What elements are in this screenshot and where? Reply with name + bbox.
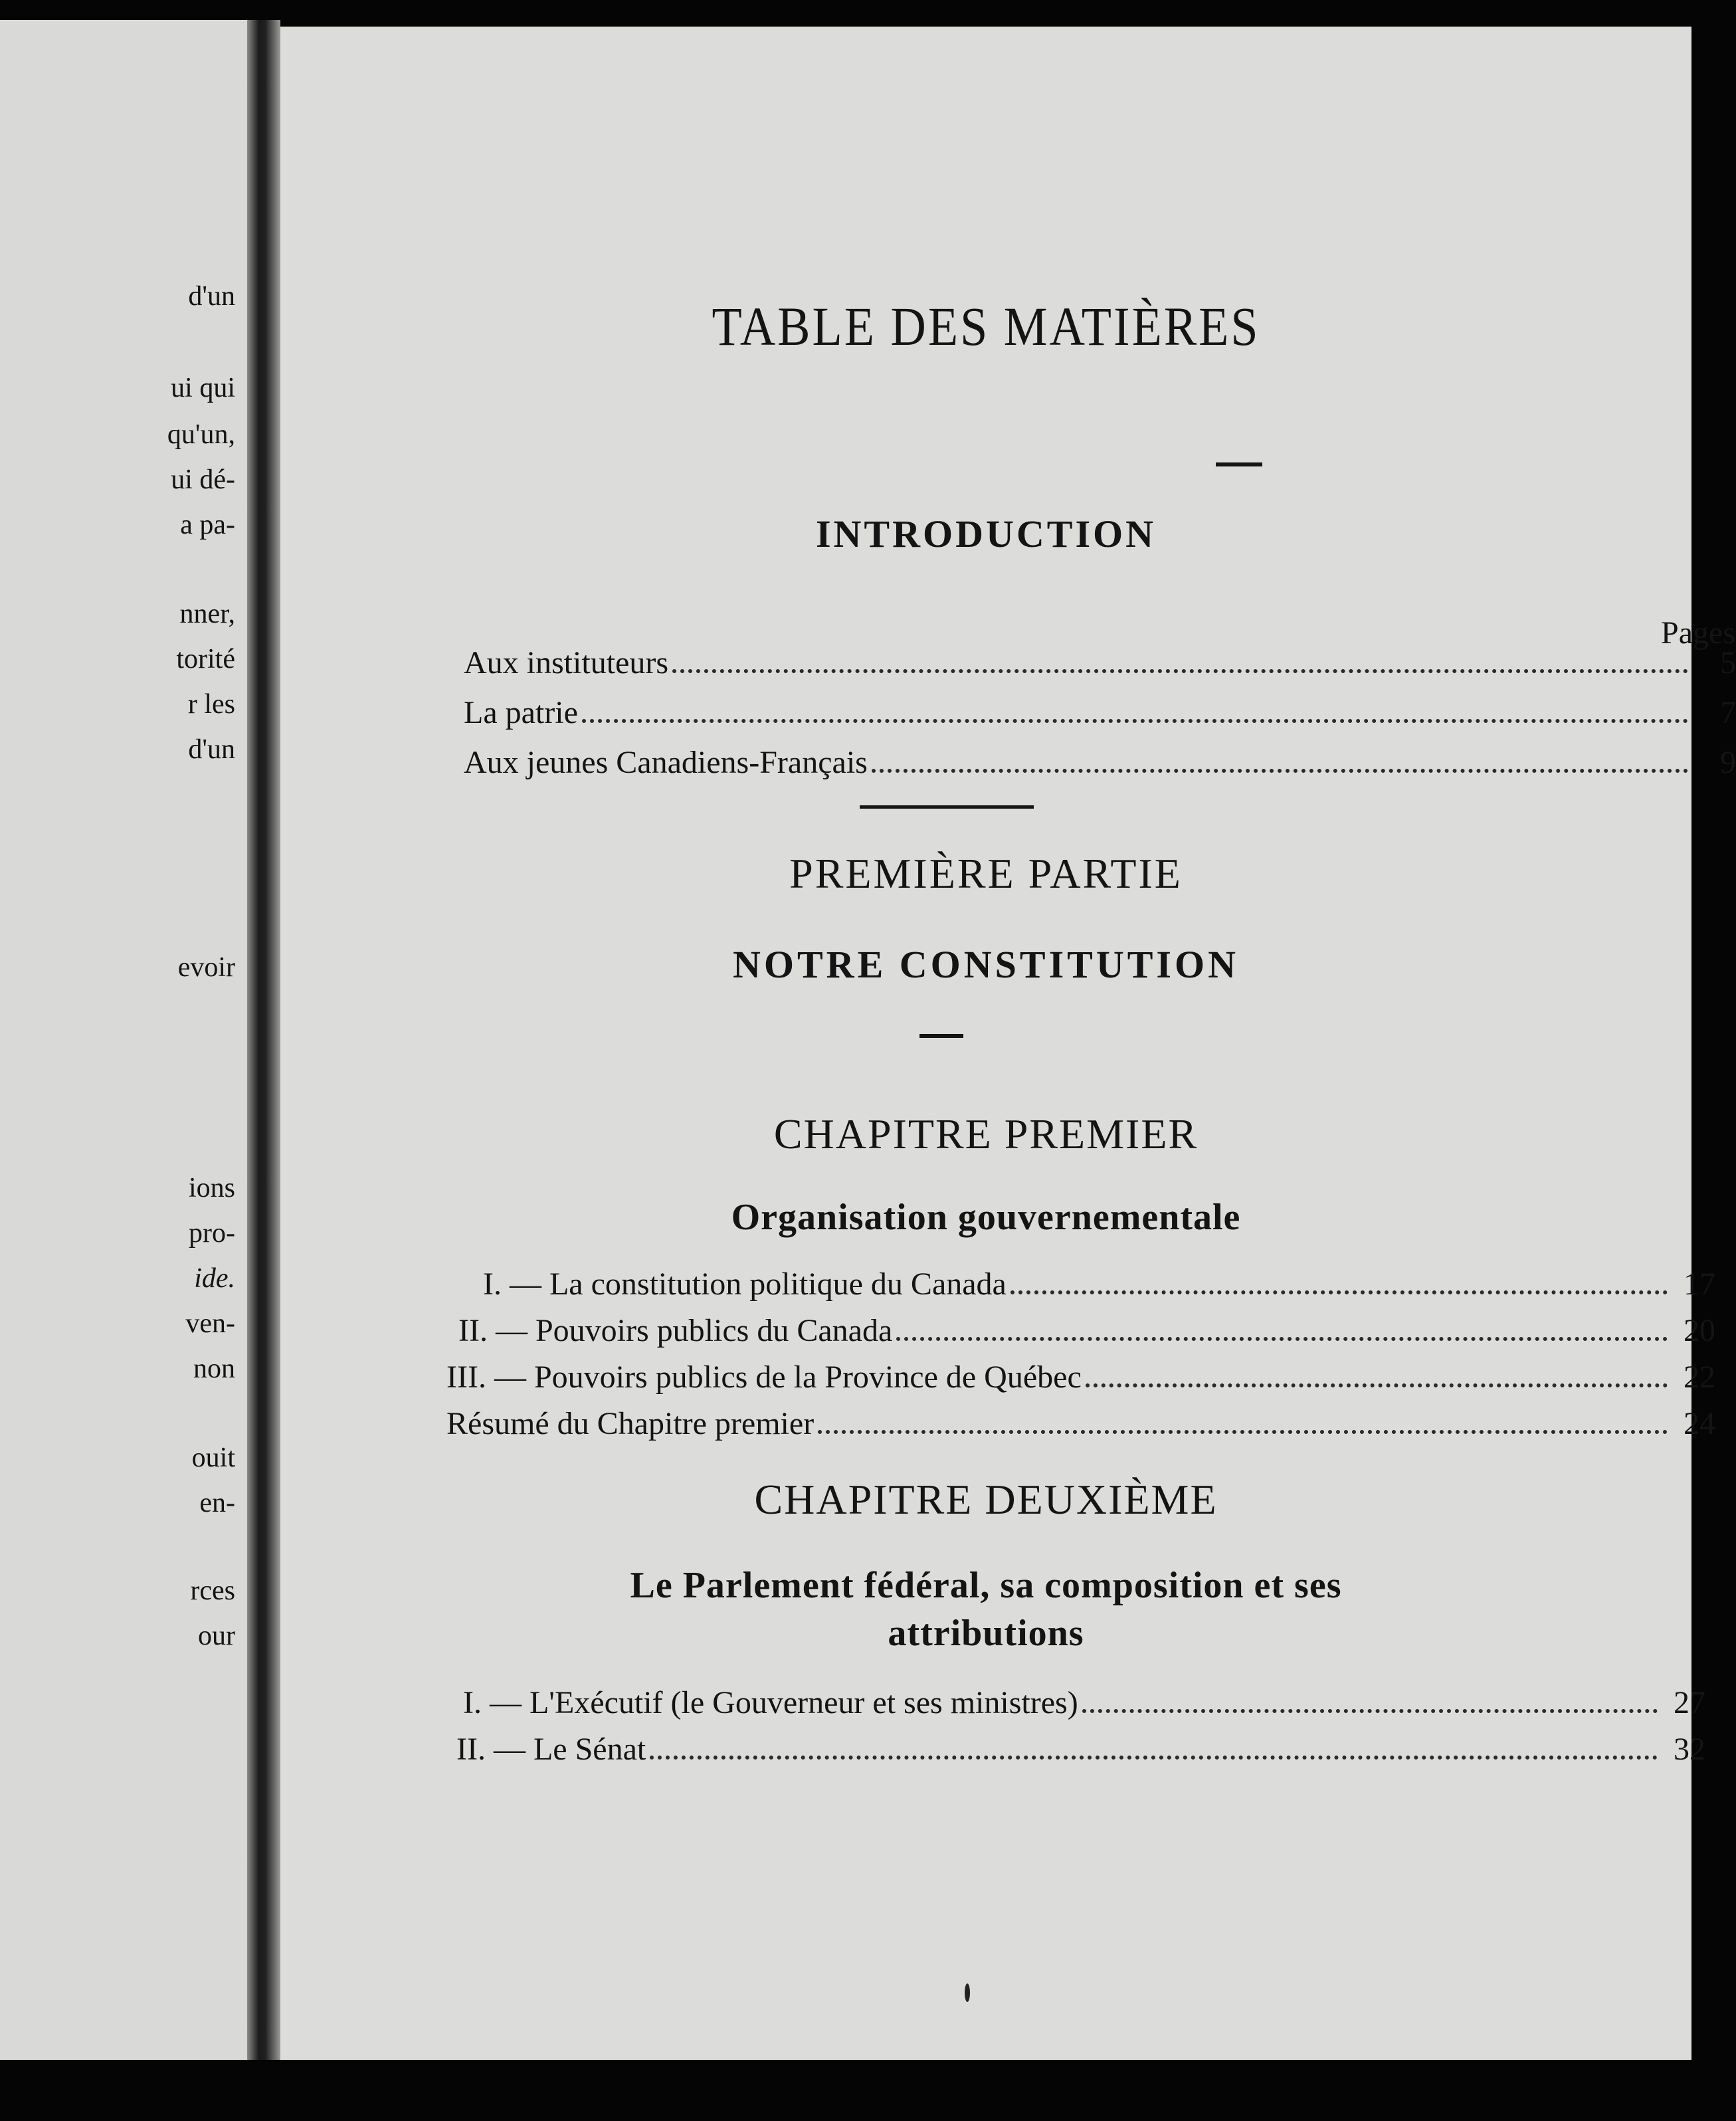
toc-entry-label: Aux instituteurs [464, 645, 668, 680]
chapter-1-heading: CHAPITRE PREMIER [773, 1110, 1199, 1158]
chapter-2-subheading-line: attributions [888, 1613, 1084, 1654]
toc-entry[interactable] [456, 1731, 1705, 1768]
separator-dash [1216, 462, 1262, 466]
left-text-line: ouit [191, 1443, 235, 1473]
chapter-2-heading: CHAPITRE DEUXIÈME [754, 1476, 1218, 1523]
toc-entry[interactable] [463, 1684, 1705, 1721]
toc-entry[interactable] [464, 645, 1736, 681]
left-text-line: pro- [189, 1218, 235, 1249]
toc-entry-label: III. — Pouvoirs publics de la Province de Québec [446, 1360, 1082, 1395]
toc-entry-label: II. — Le Sénat [456, 1732, 646, 1767]
introduction-heading: INTRODUCTION [815, 512, 1157, 556]
left-text-line: ven- [185, 1308, 235, 1339]
left-text-line: non [193, 1354, 235, 1384]
dot-leader [872, 769, 1688, 773]
book-gutter [247, 20, 280, 2060]
separator-dash [919, 1034, 963, 1038]
toc-entry[interactable] [464, 694, 1736, 731]
left-text-line: torité [176, 644, 235, 674]
toc-entry-page: 24 [1684, 1406, 1715, 1441]
toc-entry-page: 5 [1720, 645, 1736, 680]
left-text-line: ui dé- [171, 464, 235, 495]
dot-leader [1011, 1290, 1668, 1294]
toc-entry-page: 20 [1684, 1313, 1715, 1348]
toc-entry-label: I. — La constitution politique du Canada [483, 1266, 1007, 1302]
left-text-line: our [198, 1621, 235, 1651]
left-text-line: en- [199, 1488, 235, 1518]
toc-entry-page: 17 [1684, 1266, 1715, 1302]
toc-entry-label: Résumé du Chapitre premier [446, 1406, 815, 1441]
toc-page [280, 27, 1736, 2060]
left-text-line: evoir [177, 952, 235, 983]
toc-entry-page: 7 [1720, 695, 1736, 730]
toc-entry-label: II. — Pouvoirs publics du Canada [458, 1313, 893, 1348]
left-text-line: ide. [194, 1263, 235, 1294]
chapter-1-subheading: Organisation gouvernementale [731, 1197, 1241, 1238]
toc-entry-page: 22 [1684, 1360, 1715, 1395]
toc-entry[interactable] [458, 1312, 1715, 1349]
pages-column-label: Pages [1661, 615, 1735, 651]
left-text-line: a pa- [180, 510, 235, 540]
toc-entry[interactable] [464, 744, 1736, 781]
toc-entry-page: 32 [1674, 1732, 1705, 1767]
toc-entry[interactable] [446, 1359, 1715, 1395]
left-text-line: d'un [188, 281, 235, 312]
toc-entry-page: 9 [1720, 745, 1736, 780]
dot-leader [1086, 1383, 1668, 1387]
left-text-line: ui qui [171, 373, 235, 403]
chapter-2-subheading [280, 1562, 1691, 1657]
left-text-line: d'un [188, 734, 235, 765]
dot-leader [896, 1337, 1668, 1341]
dot-leader [1082, 1709, 1658, 1713]
part-subheading: NOTRE CONSTITUTION [733, 943, 1239, 986]
chapter-2-subheading-line: Le Parlement fédéral, sa composition et ses [630, 1565, 1342, 1606]
toc-entry-label: I. — L'Exécutif (le Gouverneur et ses ministres) [463, 1685, 1078, 1720]
page-title: TABLE DES MATIÈRES [712, 296, 1260, 357]
dot-leader [818, 1430, 1668, 1434]
left-text-line: qu'un, [167, 419, 235, 450]
left-text-line: ions [188, 1173, 235, 1203]
left-text-line: r les [187, 689, 235, 720]
dot-leader [672, 669, 1688, 673]
section-rule [860, 805, 1034, 809]
toc-entry-label: La patrie [464, 695, 578, 730]
ink-speck [965, 1983, 970, 2002]
left-text-line: rces [190, 1575, 235, 1606]
previous-page [0, 20, 247, 2060]
toc-entry-label: Aux jeunes Canadiens-Français [464, 745, 868, 780]
toc-entry[interactable] [483, 1266, 1715, 1302]
dot-leader [582, 719, 1688, 723]
toc-entry-page: 27 [1674, 1685, 1705, 1720]
toc-entry[interactable] [446, 1405, 1715, 1442]
left-text-line: nner, [179, 599, 235, 629]
dot-leader [650, 1756, 1658, 1760]
part-heading: PREMIÈRE PARTIE [789, 850, 1183, 897]
